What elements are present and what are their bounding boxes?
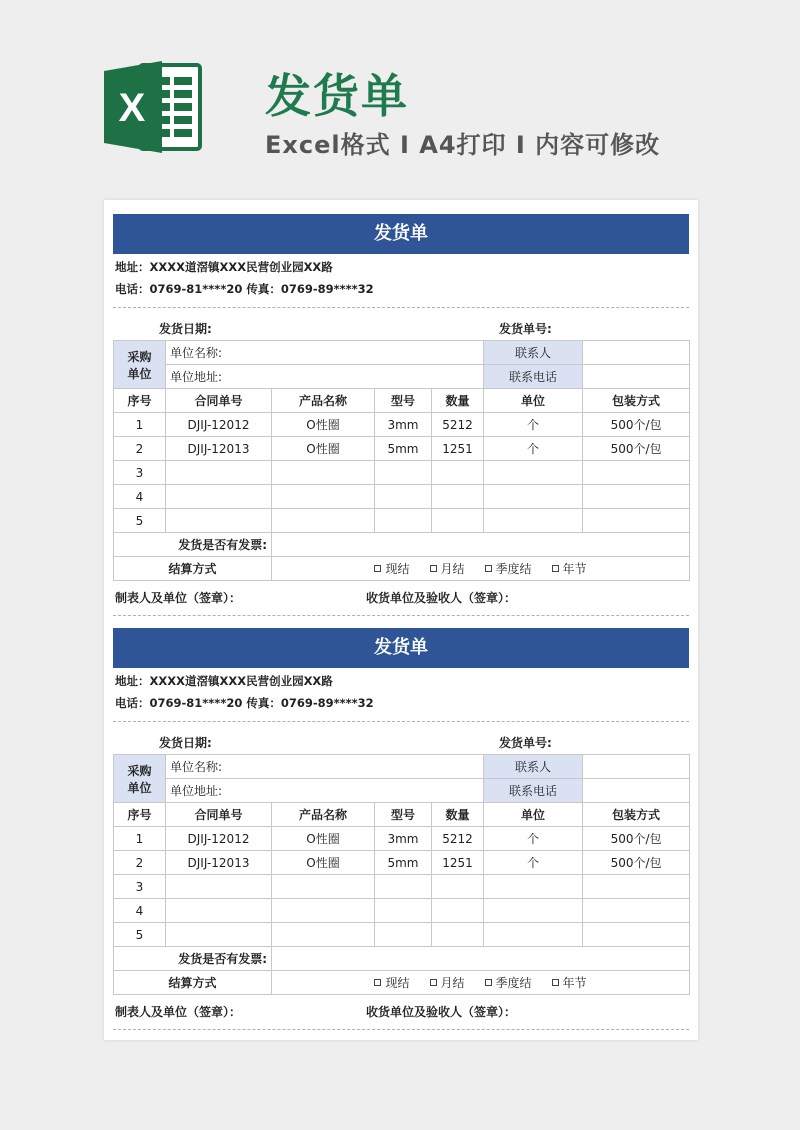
- contact-phone-label: 联系电话: [484, 779, 583, 803]
- settlement-option-label: 季度结: [495, 976, 532, 990]
- checkbox-icon[interactable]: [374, 565, 381, 572]
- table-cell[interactable]: O性圈: [272, 827, 375, 851]
- checkbox-icon[interactable]: [552, 979, 559, 986]
- unit-name-label: 单位名称:: [166, 341, 484, 365]
- contact-person-label: 联系人: [484, 755, 583, 779]
- table-cell[interactable]: 3: [114, 461, 166, 485]
- signature-line: [113, 995, 689, 1025]
- signature-line: [113, 581, 689, 611]
- invoice-field[interactable]: [272, 947, 690, 971]
- address-line: 地址：XXXX道滘镇XXX民营创业园XX路: [115, 674, 333, 688]
- table-body: [114, 755, 690, 995]
- settlement-option-label: 年节: [562, 562, 587, 576]
- column-header: 单位: [484, 389, 583, 413]
- column-header: 数量: [432, 803, 484, 827]
- settlement-option-label: 月结: [440, 562, 465, 576]
- table-cell[interactable]: [375, 485, 432, 509]
- shipping-form-1: [113, 214, 689, 616]
- column-header: 序号: [114, 389, 166, 413]
- table-cell[interactable]: 个: [484, 437, 583, 461]
- column-header: 合同单号: [166, 389, 272, 413]
- page-header: [0, 0, 800, 190]
- purchase-unit-label: [114, 755, 166, 803]
- table-cell[interactable]: 2: [114, 437, 166, 461]
- buyer-name-row: [114, 341, 690, 365]
- settlement-option-label: 月结: [440, 976, 465, 990]
- shipping-table: [113, 754, 690, 995]
- column-header: 序号: [114, 803, 166, 827]
- table-cell[interactable]: [432, 485, 484, 509]
- table-cell[interactable]: [166, 461, 272, 485]
- settlement-options: [272, 557, 690, 581]
- contact-line: 电话：0769-81****20 传真：0769-89****32: [115, 696, 374, 710]
- unit-name-label: 单位名称:: [166, 755, 484, 779]
- table-cell[interactable]: 1251: [432, 437, 484, 461]
- table-cell[interactable]: [583, 923, 690, 947]
- settlement-option[interactable]: [374, 974, 409, 991]
- table-cell[interactable]: [166, 875, 272, 899]
- table-cell[interactable]: 5212: [432, 413, 484, 437]
- table-cell[interactable]: [583, 461, 690, 485]
- table-cell[interactable]: O性圈: [272, 437, 375, 461]
- table-cell[interactable]: [432, 923, 484, 947]
- checkbox-icon[interactable]: [374, 979, 381, 986]
- table-cell[interactable]: 3mm: [375, 413, 432, 437]
- table-cell[interactable]: 3: [114, 875, 166, 899]
- invoice-field[interactable]: [272, 533, 690, 557]
- purchase-unit-label: [114, 341, 166, 389]
- document-sheet: [104, 200, 698, 1040]
- form-banner: 发货单: [113, 628, 689, 668]
- table-cell[interactable]: DJIJ-12012: [166, 413, 272, 437]
- invoice-label: 发货是否有发票:: [114, 947, 272, 971]
- table-cell[interactable]: 个: [484, 827, 583, 851]
- form-banner: 发货单: [113, 214, 689, 254]
- divider: [113, 615, 689, 616]
- table-cell[interactable]: 500个/包: [583, 851, 690, 875]
- invoice-label: 发货是否有发票:: [114, 533, 272, 557]
- table-cell[interactable]: [272, 461, 375, 485]
- settlement-options: [272, 971, 690, 995]
- purchase-label-line1: 采购: [127, 349, 152, 364]
- checkbox-icon[interactable]: [430, 979, 437, 986]
- table-cell[interactable]: 3mm: [375, 827, 432, 851]
- table-cell[interactable]: 5mm: [375, 437, 432, 461]
- table-cell[interactable]: 1: [114, 413, 166, 437]
- table-cell[interactable]: DJIJ-12012: [166, 827, 272, 851]
- table-cell[interactable]: 500个/包: [583, 437, 690, 461]
- table-body: [114, 341, 690, 581]
- column-header: 型号: [375, 803, 432, 827]
- table-row: [114, 461, 690, 485]
- settlement-row: [114, 971, 690, 995]
- contact-person-field[interactable]: [583, 341, 690, 365]
- table-cell[interactable]: [583, 485, 690, 509]
- table-cell[interactable]: 5mm: [375, 851, 432, 875]
- table-cell[interactable]: O性圈: [272, 413, 375, 437]
- shipping-form-2: [113, 628, 689, 1030]
- maker-signature-label: 制表人及单位（签章）：: [115, 1005, 242, 1019]
- settlement-option[interactable]: [485, 974, 532, 991]
- purchase-label-line2: 单位: [127, 780, 152, 795]
- checkbox-icon[interactable]: [485, 565, 492, 572]
- settlement-option[interactable]: [552, 560, 587, 577]
- column-header: 产品名称: [272, 803, 375, 827]
- table-cell[interactable]: [272, 509, 375, 533]
- buyer-address-row: [114, 779, 690, 803]
- table-cell[interactable]: [484, 485, 583, 509]
- table-cell[interactable]: [375, 509, 432, 533]
- table-cell[interactable]: DJIJ-12013: [166, 437, 272, 461]
- table-cell[interactable]: [272, 485, 375, 509]
- purchase-label-line2: 单位: [127, 366, 152, 381]
- table-cell[interactable]: [375, 899, 432, 923]
- column-header: 包装方式: [583, 389, 690, 413]
- table-cell[interactable]: [432, 461, 484, 485]
- table-cell[interactable]: [166, 485, 272, 509]
- shipping-table: [113, 340, 690, 581]
- date-line: [113, 316, 689, 340]
- table-cell[interactable]: [432, 875, 484, 899]
- table-cell[interactable]: 5: [114, 509, 166, 533]
- settlement-option[interactable]: [485, 560, 532, 577]
- purchase-label-line1: 采购: [127, 763, 152, 778]
- divider: [113, 307, 689, 308]
- table-cell[interactable]: 1251: [432, 851, 484, 875]
- table-cell[interactable]: [583, 899, 690, 923]
- receiver-signature-label: 收货单位及验收人（签章）：: [366, 591, 517, 605]
- table-cell[interactable]: [166, 923, 272, 947]
- table-cell[interactable]: [375, 875, 432, 899]
- table-cell[interactable]: [272, 875, 375, 899]
- table-cell[interactable]: 5212: [432, 827, 484, 851]
- table-cell[interactable]: [166, 509, 272, 533]
- table-cell[interactable]: 4: [114, 485, 166, 509]
- table-cell[interactable]: [375, 461, 432, 485]
- settlement-option-label: 年节: [562, 976, 587, 990]
- column-header: 包装方式: [583, 803, 690, 827]
- table-cell[interactable]: [484, 923, 583, 947]
- table-cell[interactable]: [583, 875, 690, 899]
- table-cell[interactable]: DJIJ-12013: [166, 851, 272, 875]
- settlement-option[interactable]: [430, 560, 465, 577]
- table-cell[interactable]: 1: [114, 827, 166, 851]
- settlement-option[interactable]: [374, 560, 409, 577]
- table-cell[interactable]: 2: [114, 851, 166, 875]
- table-cell[interactable]: 个: [484, 413, 583, 437]
- page-title: 发货单: [265, 69, 409, 123]
- table-cell[interactable]: [484, 509, 583, 533]
- column-header: 产品名称: [272, 389, 375, 413]
- table-cell[interactable]: [583, 509, 690, 533]
- checkbox-icon[interactable]: [430, 565, 437, 572]
- table-cell[interactable]: 500个/包: [583, 413, 690, 437]
- contact-phone-field[interactable]: [583, 779, 690, 803]
- table-row: [114, 923, 690, 947]
- invoice-row: [114, 533, 690, 557]
- settlement-label: 结算方式: [114, 971, 272, 995]
- table-cell[interactable]: 5: [114, 923, 166, 947]
- maker-signature-label: 制表人及单位（签章）：: [115, 591, 242, 605]
- table-cell[interactable]: [484, 461, 583, 485]
- ship-date-label: 发货日期:: [159, 322, 212, 336]
- table-cell[interactable]: 4: [114, 899, 166, 923]
- receiver-signature-label: 收货单位及验收人（签章）：: [366, 1005, 517, 1019]
- table-row: [114, 827, 690, 851]
- settlement-option[interactable]: [430, 974, 465, 991]
- table-row: [114, 413, 690, 437]
- table-row: [114, 509, 690, 533]
- settlement-option[interactable]: [552, 974, 587, 991]
- ship-date-label: 发货日期:: [159, 736, 212, 750]
- table-cell[interactable]: [272, 923, 375, 947]
- table-cell[interactable]: 个: [484, 851, 583, 875]
- invoice-row: [114, 947, 690, 971]
- page-subtitle: Excel格式 I A4打印 I 内容可修改: [265, 131, 661, 159]
- table-row: [114, 899, 690, 923]
- divider: [113, 1029, 689, 1030]
- unit-address-label: 单位地址:: [166, 365, 484, 389]
- contact-phone-label: 联系电话: [484, 365, 583, 389]
- unit-address-label: 单位地址:: [166, 779, 484, 803]
- table-cell[interactable]: [375, 923, 432, 947]
- column-header: 型号: [375, 389, 432, 413]
- settlement-option-label: 现结: [385, 562, 410, 576]
- table-cell[interactable]: 500个/包: [583, 827, 690, 851]
- table-row: [114, 485, 690, 509]
- ship-number-label: 发货单号:: [499, 736, 552, 750]
- buyer-name-row: [114, 755, 690, 779]
- divider: [113, 721, 689, 722]
- address-line: 地址：XXXX道滘镇XXX民营创业园XX路: [115, 260, 333, 274]
- column-header: 单位: [484, 803, 583, 827]
- ship-number-label: 发货单号:: [499, 322, 552, 336]
- contact-phone-field[interactable]: [583, 365, 690, 389]
- settlement-option-label: 现结: [385, 976, 410, 990]
- settlement-option-label: 季度结: [495, 562, 532, 576]
- excel-logo-letter: X: [118, 86, 146, 130]
- table-cell[interactable]: [484, 875, 583, 899]
- table-cell[interactable]: [484, 899, 583, 923]
- column-header: 合同单号: [166, 803, 272, 827]
- table-cell[interactable]: [272, 899, 375, 923]
- checkbox-icon[interactable]: [552, 565, 559, 572]
- table-row: [114, 437, 690, 461]
- table-cell[interactable]: [432, 899, 484, 923]
- contact-person-label: 联系人: [484, 341, 583, 365]
- table-cell[interactable]: [166, 899, 272, 923]
- table-row: [114, 851, 690, 875]
- table-cell[interactable]: O性圈: [272, 851, 375, 875]
- date-line: [113, 730, 689, 754]
- contact-person-field[interactable]: [583, 755, 690, 779]
- contact-line: 电话：0769-81****20 传真：0769-89****32: [115, 282, 374, 296]
- excel-logo-icon: [104, 57, 204, 157]
- table-row: [114, 875, 690, 899]
- column-header-row: [114, 389, 690, 413]
- settlement-row: [114, 557, 690, 581]
- column-header-row: [114, 803, 690, 827]
- buyer-address-row: [114, 365, 690, 389]
- settlement-label: 结算方式: [114, 557, 272, 581]
- table-cell[interactable]: [432, 509, 484, 533]
- checkbox-icon[interactable]: [485, 979, 492, 986]
- column-header: 数量: [432, 389, 484, 413]
